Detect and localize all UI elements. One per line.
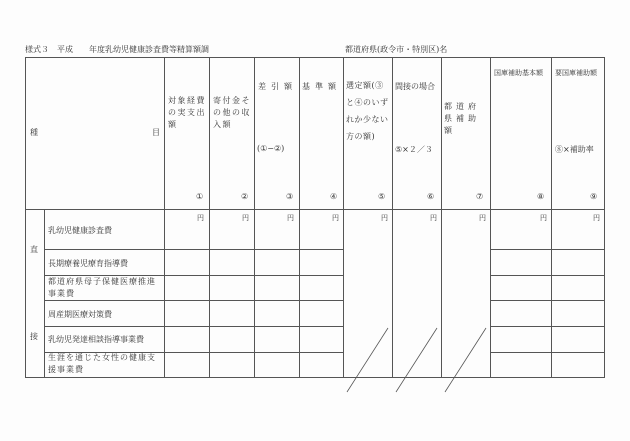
item-header-left: 種 <box>30 128 38 137</box>
col5-label: 選定額(③と④のいずれか少ない方の額) <box>346 81 389 141</box>
group-label-bottom: 接 <box>30 332 38 341</box>
col3-formula: (①−②) <box>257 144 285 153</box>
diagonal-strike <box>396 328 437 392</box>
row-label: 周産期医療対策費 <box>48 310 112 319</box>
col2-label: 寄付金その他の収入額 <box>213 96 251 129</box>
diagonal-strike <box>347 328 388 392</box>
row-label: 乳幼児健康診査費 <box>48 226 112 235</box>
yen-unit: 円 <box>287 214 294 222</box>
col8-label: 国庫補助基本額 <box>494 69 543 77</box>
row-label: 都道府県母子保健医療推進事業費 <box>48 277 156 298</box>
col8-num: ⑧ <box>537 192 545 201</box>
yen-unit: 円 <box>242 214 249 222</box>
yen-unit: 円 <box>479 214 486 222</box>
col1-label: 対象経費の実支出額 <box>168 96 206 129</box>
col7-label: 都道府県補助額 <box>444 102 480 135</box>
col3-label: 差引額 <box>258 82 297 91</box>
col9-label: 要国庫補助額 <box>555 69 597 77</box>
row-label: 生涯を通じた女性の健康支援事業費 <box>48 353 156 374</box>
diagonal-strike <box>445 328 486 392</box>
group-label-top: 直 <box>30 245 38 254</box>
yen-unit: 円 <box>197 214 204 222</box>
col9-formula: ⑧×補助率 <box>555 145 594 154</box>
yen-unit: 円 <box>430 214 437 222</box>
col6-num: ⑥ <box>427 192 435 201</box>
col3-num: ③ <box>286 192 294 201</box>
col4-label: 基準額 <box>302 82 341 91</box>
prefecture-label: 都道府県(政令市・特別区)名 <box>345 45 448 54</box>
col9-num: ⑨ <box>590 192 598 201</box>
col6-formula: ⑤×２／３ <box>395 145 433 154</box>
row-label: 乳幼児発達相談指導事業費 <box>48 335 144 344</box>
col6-label: 間接の場合 <box>395 82 435 91</box>
yen-unit: 円 <box>540 214 547 222</box>
row-label: 長期療養児療育指導費 <box>48 259 128 268</box>
yen-unit: 円 <box>332 214 339 222</box>
col4-num: ④ <box>330 192 338 201</box>
col7-num: ⑦ <box>476 192 484 201</box>
form-title: 様式３ 平成 年度乳幼児健康診査費等精算額調 <box>25 45 209 54</box>
col1-num: ① <box>196 192 204 201</box>
col5-num: ⑤ <box>378 192 386 201</box>
yen-unit: 円 <box>593 214 600 222</box>
yen-unit: 円 <box>381 214 388 222</box>
item-header-right: 目 <box>152 128 160 137</box>
col2-num: ② <box>241 192 249 201</box>
